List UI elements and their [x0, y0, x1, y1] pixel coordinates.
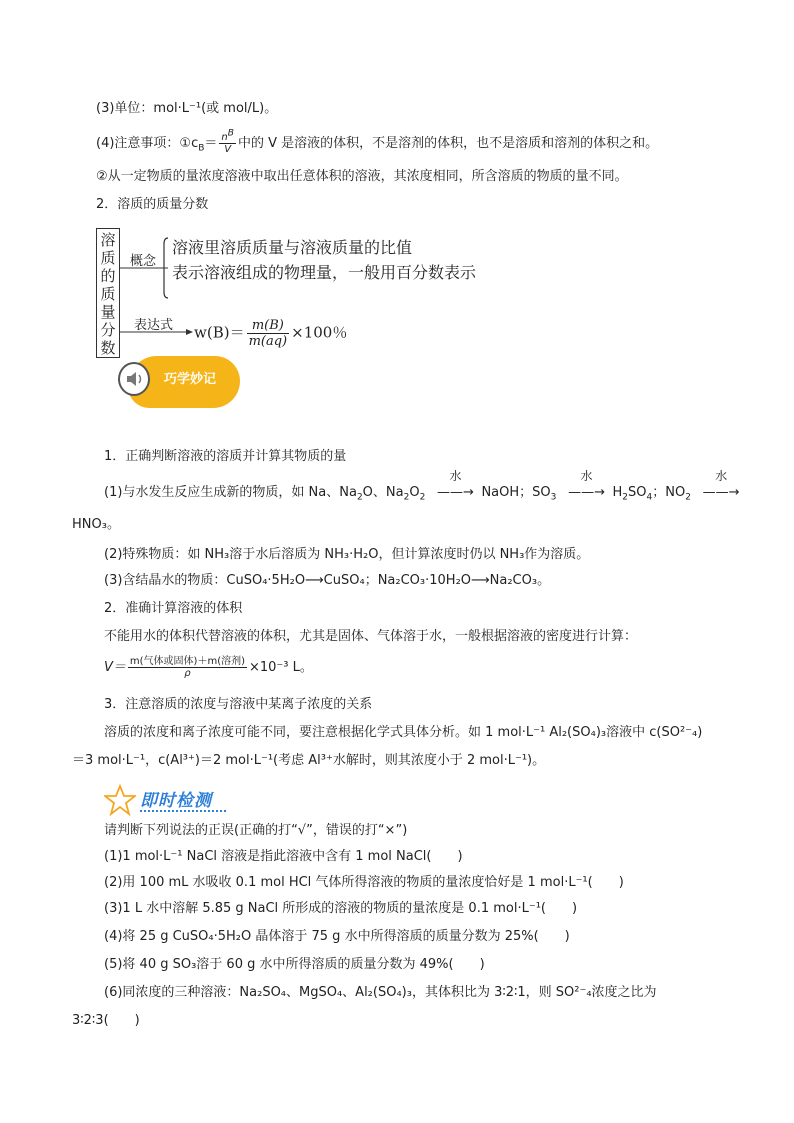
star-icon — [104, 784, 136, 816]
tip1-line2: HNO₃。 — [72, 517, 120, 532]
formula-right: ×100％ — [291, 323, 348, 342]
arrow-water-3: 水 ——→ — [702, 469, 740, 500]
note-sub: B — [198, 143, 205, 154]
concept-line-1: 溶液里溶质质量与溶液质量的比值 — [172, 238, 413, 257]
tips-badge — [118, 352, 238, 410]
quiz-item-1: (1)1 mol·L⁻¹ NaCl 溶液是指此溶液中含有 1 mol NaCl( ) — [104, 849, 463, 864]
quiz-badge-label: 即时检测 — [140, 791, 212, 811]
quiz-item-4: (4)将 25 g CuSO₄·5H₂O 晶体溶于 75 g 水中所得溶质的质量分数为 25%( ) — [104, 929, 570, 944]
note-den: V — [224, 144, 232, 155]
tip1-line1-start: (1)与水发生反应生成新的物质，如 Na、Na — [104, 485, 357, 500]
tip1-line3: (2)特殊物质：如 NH₃溶于水后溶质为 NH₃·H₂O，但计算浓度时仍以 NH₃作为溶质。 — [104, 547, 590, 562]
tip3-heading: 3．注意溶质的浓度与溶液中某离子浓度的关系 — [104, 697, 373, 712]
vertical-char: 量 — [100, 303, 116, 321]
note-suffix: 中的 V 是溶液的体积，不是溶剂的体积，也不是溶质和溶剂的体积之和。 — [237, 136, 659, 151]
formula-left: w(B)＝ — [194, 323, 245, 342]
note2-line: ②从一定物质的量浓度溶液中取出任意体积的溶液，其浓度相同，所含溶质的物质的量不同。 — [96, 169, 628, 184]
formula-num: m(B) — [247, 318, 290, 334]
quiz-intro: 请判断下列说法的正误(正确的打“√”，错误的打“×”) — [104, 823, 408, 838]
tips-badge-label: 巧学妙记 — [163, 372, 216, 387]
tip3-line1: 溶质的浓度和离子浓度可能不同，要注意根据化学式具体分析。如 1 mol·L⁻¹ Al₂(SO₄)₃溶液中 c(SO²⁻₄) — [104, 725, 703, 740]
expression-label: 表达式 — [134, 318, 174, 333]
tip2-heading: 2．准确计算溶液的体积 — [104, 601, 243, 616]
note-fraction — [219, 128, 236, 155]
mass-fraction-formula — [194, 318, 347, 349]
quiz-item-5: (5)将 40 g SO₃溶于 60 g 水中所得溶质的质量分数为 49%( ) — [104, 957, 485, 972]
vertical-char: 溶 — [100, 231, 116, 249]
note-num: n — [221, 132, 228, 143]
tip3-line2: ＝3 mol·L⁻¹，c(Al³⁺)＝2 mol·L⁻¹(考虑 Al³⁺水解时，则其浓度小于 2 mol·L⁻¹)。 — [72, 753, 546, 768]
tip1-line1: (1)与水发生反应生成新的物质，如 Na、$Na_2O$、$Na_2O_2$ 水 ——→ NaOH；$SO_3$ 水 ——→ $H_2SO_4$；$NO_2$ 水 ——→ — [104, 484, 747, 502]
concept-label: 概念 — [130, 254, 157, 269]
vertical-char: 的 — [100, 267, 116, 285]
quiz-item-6: (6)同浓度的三种溶液：Na₂SO₄、MgSO₄、Al₂(SO₄)₃，其体积比为 3∶2∶1，则 SO²⁻₄浓度之比为 — [104, 985, 657, 1000]
concept-line-2: 表示溶液组成的物理量，一般用百分数表示 — [172, 263, 477, 282]
note-num-sup: B — [227, 128, 234, 139]
tip2-formula-prefix: V＝ — [104, 660, 126, 675]
tip2-formula-den: ρ — [184, 668, 191, 679]
arrow-water-1: 水 ——→ — [437, 469, 474, 500]
heading-mass-fraction: 2．溶质的质量分数 — [96, 197, 209, 212]
tip2-formula-num: m(气体或固体)＋m(溶剂) — [129, 656, 245, 667]
mass-fraction-diagram — [96, 228, 516, 360]
vertical-char: 质 — [100, 249, 116, 267]
quiz-item-6-cont: 3∶2∶3( ) — [72, 1013, 140, 1028]
tip2-formula-suffix: ×10⁻³ L。 — [249, 660, 313, 675]
arrow-water-2: 水 ——→ — [568, 469, 605, 500]
tip1-heading: 1．正确判断溶液的溶质并计算其物质的量 — [104, 449, 347, 464]
unit-line: (3)单位：mol·L⁻¹(或 mol/L)。 — [96, 101, 278, 116]
tip2-fraction — [128, 656, 247, 679]
formula-fraction — [247, 318, 290, 349]
vertical-char: 质 — [100, 285, 116, 303]
tip2-line1: 不能用水的体积代替溶液的体积，尤其是固体、气体溶于水，一般根据溶液的密度进行计算： — [104, 629, 638, 644]
vertical-char: 数 — [100, 339, 116, 357]
quiz-badge-underline — [140, 810, 226, 812]
vertical-char: 分 — [100, 321, 116, 339]
quiz-item-3: (3)1 L 水中溶解 5.85 g NaCl 所形成的溶液的物质的量浓度是 0.1 mol·L⁻¹( ) — [104, 901, 578, 916]
tip1-line4: (3)含结晶水的物质：CuSO₄·5H₂O⟶CuSO₄；Na₂CO₃·10H₂O⟶Na₂CO₃。 — [104, 573, 551, 588]
quiz-badge — [104, 784, 234, 814]
note-line: (4)注意事项：$①c_B=$ $\frac{n^B}{V}$ 中的 V 是溶液的体积，不是溶剂的体积，也不是溶质和溶剂的体积之和。 — [96, 128, 659, 155]
formula-den: m(aq) — [248, 334, 288, 349]
tip2-formula — [104, 656, 313, 679]
note-prefix: (4)注意事项：①c — [96, 136, 199, 151]
quiz-item-2: (2)用 100 mL 水吸收 0.1 mol HCl 气体所得溶液的物质的量浓度恰好是 1 mol·L⁻¹( ) — [104, 875, 624, 890]
